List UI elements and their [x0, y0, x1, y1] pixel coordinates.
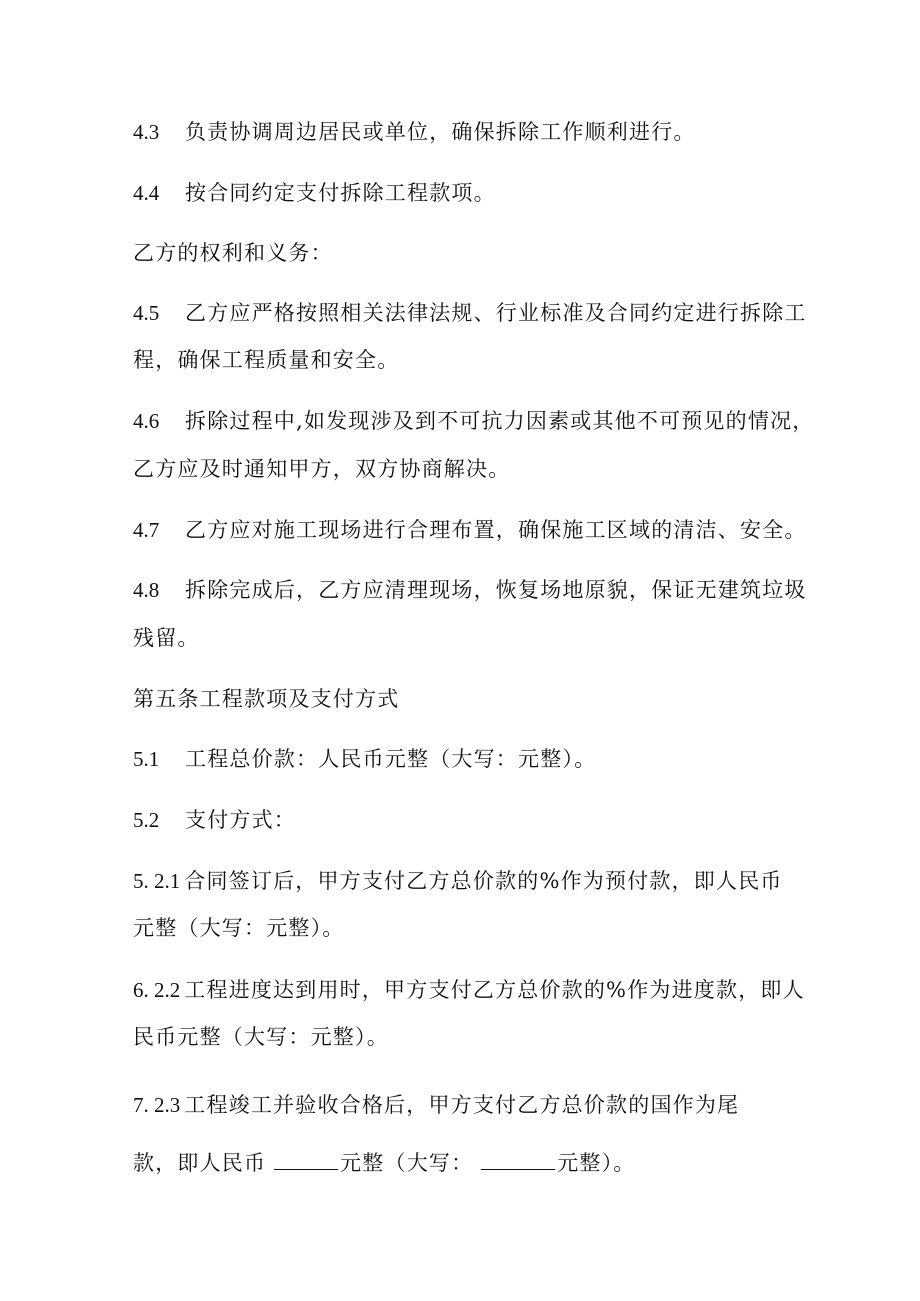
clause-number: 4.5: [133, 301, 160, 325]
clause-number: 4.7: [133, 518, 160, 542]
item-text: 工程进度达到用时，甲方支付乙方总价款的%作为进度款，即人: [184, 978, 805, 1002]
payment-item-6-2-2-continued: [133, 1022, 813, 1052]
clause-text-continued: 程，确保工程质量和安全。: [133, 348, 400, 372]
clause-number: 4.8: [133, 578, 160, 602]
item-number: 5. 2.1: [133, 869, 181, 893]
clause-number: 4.6: [133, 409, 160, 433]
clause-number: 4.3: [133, 120, 160, 144]
clause-4-6-continued: [133, 454, 813, 484]
item-text-continued-c: 元整）。: [557, 1151, 636, 1175]
clause-text-continued: 乙方应及时通知甲方，双方协商解决。: [133, 457, 511, 481]
party-b-heading: [133, 238, 813, 268]
payment-item-7-2-3: [133, 1090, 813, 1120]
clause-number: 4.4: [133, 181, 160, 205]
clause-text: 拆除完成后，乙方应清理现场，恢复场地原貌，保证无建筑垃圾: [185, 578, 807, 602]
clause-4-7: [133, 515, 813, 545]
payment-item-5-2-1-continued: [133, 913, 813, 943]
clause-4-5-continued: [133, 345, 813, 375]
payment-item-6-2-2: [133, 975, 813, 1005]
clause-number: 5.1: [133, 747, 160, 771]
clause-number: 5.2: [133, 808, 160, 832]
payment-item-7-2-3-continued: [133, 1148, 813, 1178]
clause-text: 按合同约定支付拆除工程款项。: [185, 181, 496, 205]
section-heading: 第五条工程款项及支付方式: [133, 687, 400, 711]
section-heading: 乙方的权利和义务：: [133, 241, 333, 265]
clause-4-6: [133, 406, 813, 436]
clause-text: 乙方应对施工现场进行合理布置，确保施工区域的清洁、安全。: [185, 518, 807, 542]
clause-5-1: [133, 744, 813, 774]
clause-text: 负责协调周边居民或单位，确保拆除工作顺利进行。: [185, 120, 696, 144]
clause-4-5: [133, 298, 813, 328]
clause-4-8: [133, 575, 813, 605]
article-5-heading: [133, 684, 813, 714]
clause-text: 拆除过程中,如发现涉及到不可抗力因素或其他不可预见的情况，: [185, 409, 815, 433]
amount-blank: [274, 1149, 338, 1170]
item-text-continued-b: 元整（大写：: [340, 1151, 474, 1175]
item-text-continued: 元整（大写：元整）。: [133, 916, 345, 940]
clause-4-4: [133, 178, 813, 208]
clause-text: 支付方式：: [185, 808, 296, 832]
amount-in-words-blank: [481, 1149, 555, 1170]
item-text-continued: 民币元整（大写：元整）。: [133, 1025, 389, 1049]
clause-4-8-continued: [133, 623, 813, 653]
item-text: 工程竣工并验收合格后，甲方支付乙方总价款的国作为尾: [184, 1093, 740, 1117]
item-text: 合同签订后，甲方支付乙方总价款的%作为预付款，即人民币: [184, 869, 783, 893]
clause-text: 乙方应严格按照相关法律法规、行业标准及合同约定进行拆除工: [185, 301, 807, 325]
item-number: 7. 2.3: [133, 1093, 181, 1117]
item-text-continued-a: 款，即人民币: [133, 1151, 267, 1175]
clause-4-3: [133, 117, 813, 147]
clause-text: 工程总价款：人民币元整（大写：元整）。: [185, 747, 597, 771]
payment-item-5-2-1: [133, 866, 813, 896]
clause-5-2: [133, 805, 813, 835]
item-number: 6. 2.2: [133, 978, 181, 1002]
clause-text-continued: 残留。: [133, 626, 200, 650]
